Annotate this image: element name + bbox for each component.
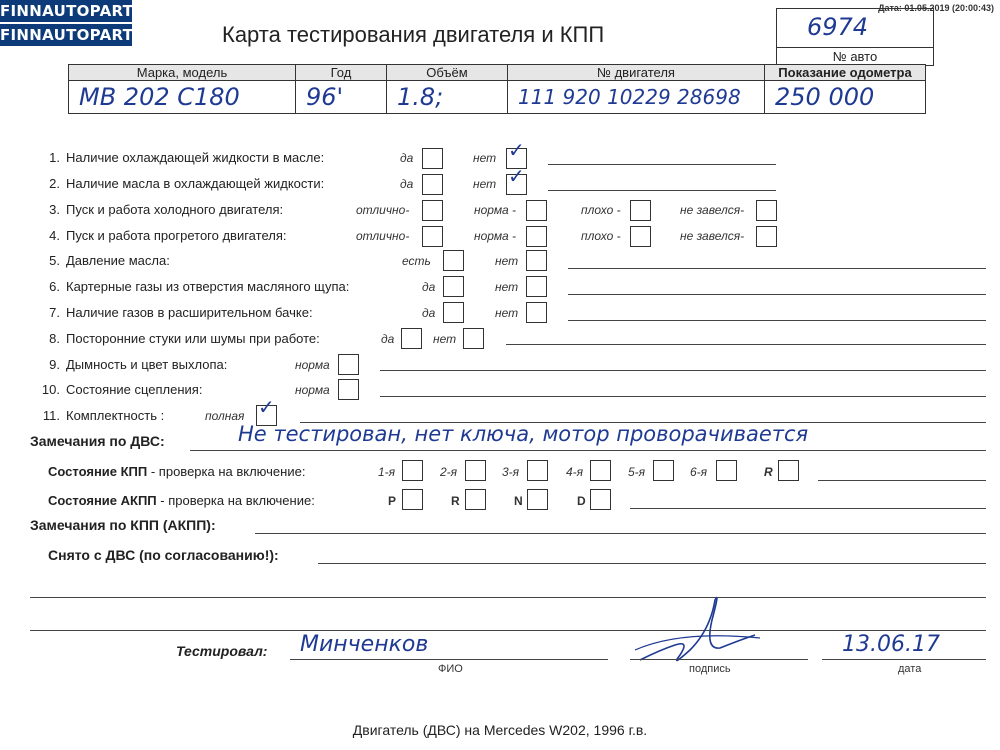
- question-8: 8. Посторонние стуки или шумы при работе:: [49, 331, 320, 346]
- kpp-gear-3-checkbox[interactable]: [527, 460, 548, 481]
- q4-option-bad: плохо -: [581, 229, 621, 243]
- value-make-model: MB 202 C180: [69, 81, 296, 114]
- kpp-gear-3: 3-я: [502, 465, 520, 479]
- q5-yes-checkbox[interactable]: [443, 250, 464, 271]
- akpp-gear-n-checkbox[interactable]: [527, 489, 548, 510]
- value-volume: 1.8;: [387, 81, 508, 114]
- value-engine-number: 111 920 10229 28698: [508, 81, 765, 114]
- question-1: 1. Наличие охлаждающей жидкости в масле:: [49, 150, 325, 165]
- remarks-engine-label: Замечания по ДВС:: [30, 433, 165, 449]
- q3-option-excellent: отлично-: [356, 203, 410, 217]
- removed-from-engine-label: Снято с ДВС (по согласованию!):: [48, 547, 279, 563]
- brand-logo-top: FINNAUTOPARTS: [0, 2, 145, 20]
- date-stamp: Дата: 01.05.2019 (20:00:43): [878, 3, 994, 13]
- q8-option-no: нет: [433, 332, 457, 346]
- value-year: 96': [296, 81, 387, 114]
- akpp-gear-p: P: [388, 494, 397, 508]
- tested-date: 13.06.17: [842, 632, 940, 657]
- q8-yes-checkbox[interactable]: [401, 328, 422, 349]
- vehicle-info-table: [68, 64, 926, 114]
- kpp-gear-r: R: [764, 465, 773, 479]
- q4-normal-checkbox[interactable]: [526, 226, 547, 247]
- q3-no-start-checkbox[interactable]: [756, 200, 777, 221]
- q1-check-mark-icon: ✓: [508, 138, 525, 162]
- kpp-gear-1-checkbox[interactable]: [402, 460, 423, 481]
- q1-option-no: нет: [473, 151, 497, 165]
- kpp-row-label: Состояние КПП - проверка на включение:: [48, 464, 306, 479]
- question-3: 3. Пуск и работа холодного двигателя:: [49, 202, 284, 217]
- question-4: 4. Пуск и работа прогретого двигателя:: [49, 228, 287, 243]
- remarks-kpp-label: Замечания по КПП (АКПП):: [30, 517, 216, 533]
- auto-number-box: [776, 8, 934, 66]
- auto-number-label: № авто: [832, 49, 878, 64]
- header-year: Год: [296, 65, 387, 81]
- kpp-gear-r-checkbox[interactable]: [778, 460, 799, 481]
- tested-by-label: Тестировал:: [176, 643, 268, 659]
- question-6: 6. Картерные газы из отверстия масляного щупа:: [49, 279, 350, 294]
- kpp-gear-2: 2-я: [440, 465, 458, 479]
- kpp-gear-4: 4-я: [566, 465, 584, 479]
- q2-yes-checkbox[interactable]: [422, 174, 443, 195]
- q3-option-no-start: не завелся-: [680, 203, 745, 217]
- q3-excellent-checkbox[interactable]: [422, 200, 443, 221]
- q6-yes-checkbox[interactable]: [443, 276, 464, 297]
- remarks-engine-value: Не тестирован, нет ключа, мотор проворачивается: [238, 422, 809, 446]
- kpp-gear-1: 1-я: [378, 465, 396, 479]
- q5-no-checkbox[interactable]: [526, 250, 547, 271]
- question-10: 10. Состояние сцепления:: [41, 382, 203, 397]
- q10-normal-checkbox[interactable]: [338, 379, 359, 400]
- q9-normal-checkbox[interactable]: [338, 354, 359, 375]
- question-2: 2. Наличие масла в охлаждающей жидкости:: [49, 176, 325, 191]
- kpp-gear-5: 5-я: [628, 465, 646, 479]
- name-caption: ФИО: [438, 663, 463, 675]
- q5-option-no: нет: [495, 254, 519, 268]
- akpp-gear-d-checkbox[interactable]: [590, 489, 611, 510]
- value-odometer: 250 000: [765, 81, 926, 114]
- q4-no-start-checkbox[interactable]: [756, 226, 777, 247]
- q2-option-no: нет: [473, 177, 497, 191]
- question-11: 11. Комплектность :: [42, 408, 165, 423]
- header-odometer: Показание одометра: [765, 65, 926, 81]
- question-9: 9. Дымность и цвет выхлопа:: [49, 357, 228, 372]
- q6-option-yes: да: [422, 280, 436, 294]
- akpp-gear-r: R: [451, 494, 460, 508]
- question-5: 5. Давление масла:: [49, 253, 170, 268]
- tester-name: Минченков: [300, 632, 429, 657]
- q11-check-mark-icon: ✓: [258, 395, 275, 419]
- q8-option-yes: да: [381, 332, 395, 346]
- kpp-gear-2-checkbox[interactable]: [465, 460, 486, 481]
- q4-option-normal: норма -: [474, 229, 517, 243]
- q7-yes-checkbox[interactable]: [443, 302, 464, 323]
- question-7: 7. Наличие газов в расширительном бачке:: [49, 305, 313, 320]
- q7-no-checkbox[interactable]: [526, 302, 547, 323]
- page-title: Карта тестирования двигателя и КПП: [222, 22, 605, 47]
- q9-option-normal: норма: [295, 358, 330, 372]
- akpp-gear-p-checkbox[interactable]: [402, 489, 423, 510]
- akpp-gear-d: D: [577, 494, 586, 508]
- q3-bad-checkbox[interactable]: [630, 200, 651, 221]
- q4-bad-checkbox[interactable]: [630, 226, 651, 247]
- q1-yes-checkbox[interactable]: [422, 148, 443, 169]
- q7-option-no: нет: [495, 306, 519, 320]
- akpp-row-label: Состояние АКПП - проверка на включение:: [48, 493, 315, 508]
- kpp-gear-4-checkbox[interactable]: [590, 460, 611, 481]
- auto-number-value: 6974: [807, 13, 869, 41]
- q5-option-yes: есть: [402, 254, 431, 268]
- q6-no-checkbox[interactable]: [526, 276, 547, 297]
- image-caption: Двигатель (ДВС) на Mercedes W202, 1996 г.в.: [352, 722, 648, 738]
- brand-logo-bottom: FINNAUTOPARTS: [0, 26, 145, 44]
- q10-option-normal: норма: [295, 383, 330, 397]
- q8-no-checkbox[interactable]: [463, 328, 484, 349]
- q4-option-excellent: отлично-: [356, 229, 410, 243]
- q2-check-mark-icon: ✓: [508, 164, 525, 188]
- akpp-gear-n: N: [514, 494, 523, 508]
- kpp-gear-6-checkbox[interactable]: [716, 460, 737, 481]
- q4-excellent-checkbox[interactable]: [422, 226, 443, 247]
- q3-normal-checkbox[interactable]: [526, 200, 547, 221]
- q1-option-yes: да: [400, 151, 414, 165]
- q6-option-no: нет: [495, 280, 519, 294]
- header-engine-number: № двигателя: [508, 65, 765, 81]
- akpp-gear-r-checkbox[interactable]: [465, 489, 486, 510]
- q3-option-bad: плохо -: [581, 203, 621, 217]
- header-volume: Объём: [387, 65, 508, 81]
- header-make-model: Марка, модель: [69, 65, 296, 81]
- q4-option-no-start: не завелся-: [680, 229, 745, 243]
- q2-option-yes: да: [400, 177, 414, 191]
- q11-option-full: полная: [205, 409, 245, 423]
- date-caption: дата: [898, 663, 922, 675]
- kpp-gear-6: 6-я: [690, 465, 708, 479]
- q7-option-yes: да: [422, 306, 436, 320]
- q3-option-normal: норма -: [474, 203, 517, 217]
- signature-caption: подпись: [689, 663, 731, 675]
- kpp-gear-5-checkbox[interactable]: [653, 460, 674, 481]
